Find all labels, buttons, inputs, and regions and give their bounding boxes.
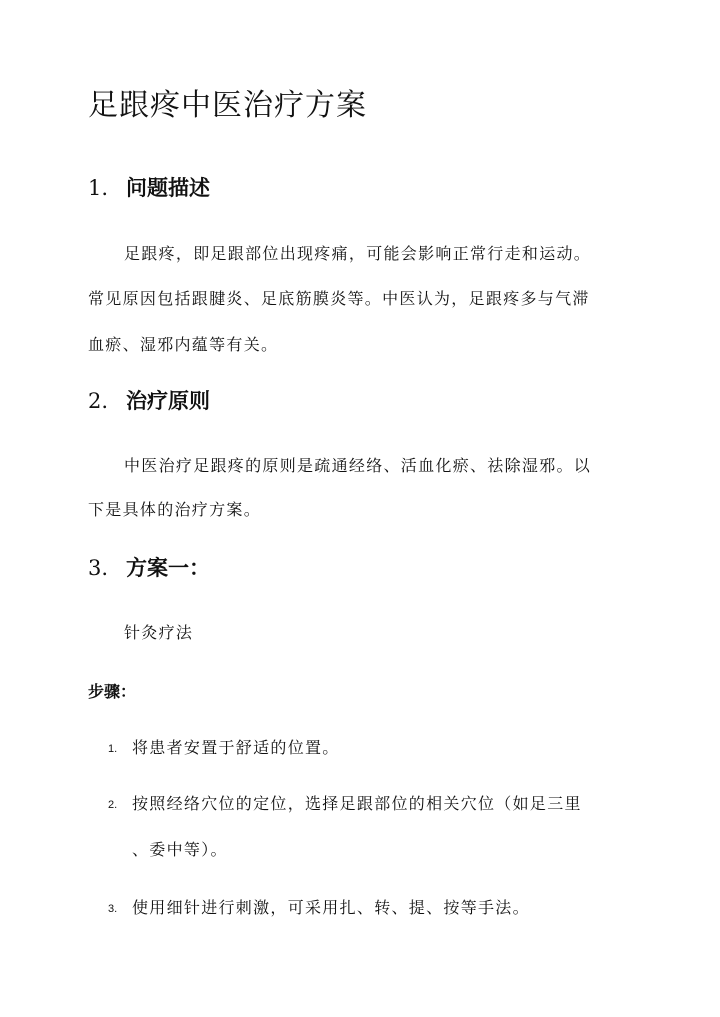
section-title: 问题描述 [126,175,210,200]
step-text: 使用细针进行刺激，可采用扎、转、提、按等手法。 [132,898,530,917]
paragraph-line: 血瘀、湿邪内蕴等有关。 [88,335,279,354]
steps-label: 步骤： [88,682,137,701]
section-number: 3. [88,556,109,580]
section-title: 治疗原则 [126,388,210,413]
section-title: 方案一： [126,555,210,580]
treatment-method: 针灸疗法 [124,623,194,642]
paragraph-line: 下是具体的治疗方案。 [88,500,262,519]
section-heading-problem [88,173,210,203]
step-text: 将患者安置于舒适的位置。 [132,738,340,757]
section-heading-principle [88,386,210,416]
paragraph-line: 中医治疗足跟疼的原则是疏通经络、活血化瘀、祛除湿邪。以 [124,456,592,475]
step-text-continued: 、委中等）。 [132,840,228,859]
section-number: 1. [88,176,109,200]
step-number: 1. [108,743,118,755]
paragraph-line: 常见原因包括跟腱炎、足底筋膜炎等。中医认为，足跟疼多与气滞 [88,289,590,308]
step-text: 按照经络穴位的定位，选择足跟部位的相关穴位（如足三里 [132,794,582,813]
paragraph-line: 足跟疼，即足跟部位出现疼痛，可能会影响正常行走和运动。 [124,244,592,263]
section-number: 2. [88,389,109,413]
step-number: 3. [108,903,118,915]
step-number: 2. [108,799,118,811]
section-heading-plan-one [88,553,210,583]
document-title: 足跟疼中医治疗方案 [88,88,367,123]
